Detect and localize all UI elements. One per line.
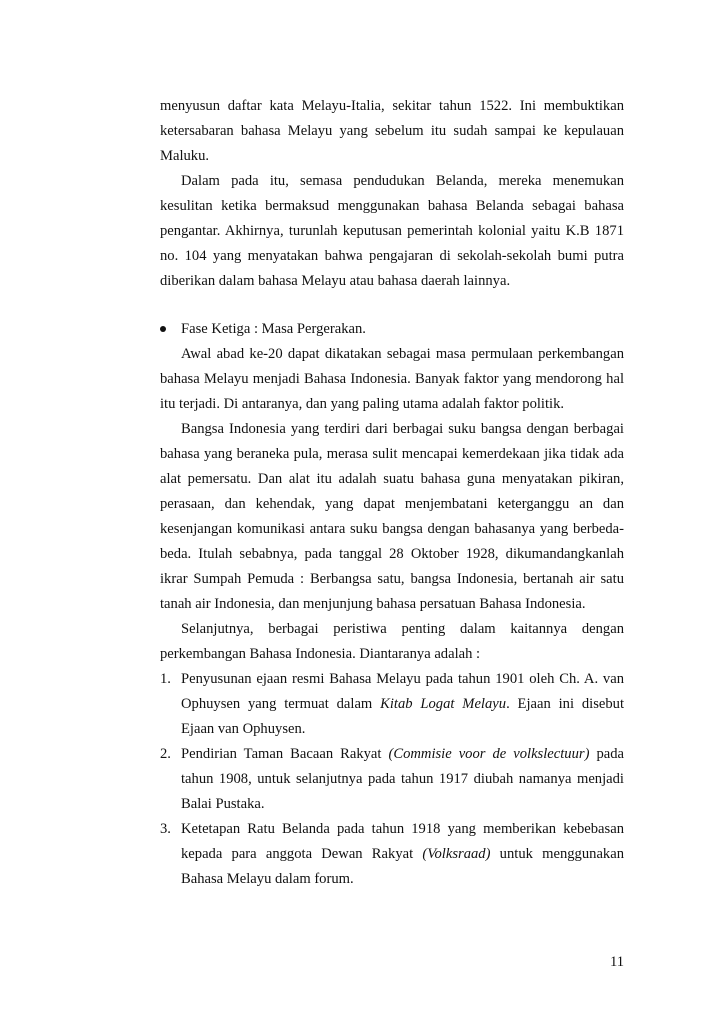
text-line: perkembangan Bahasa Indonesia. Diantaranya adalah : xyxy=(160,646,481,662)
text-line: diberikan dalam bahasa Melayu atau bahasa daerah lainnya. xyxy=(160,273,511,289)
text-line xyxy=(160,742,624,767)
text-line: tanah air Indonesia, dan menjunjung bahasa persatuan Bahasa Indonesia. xyxy=(160,596,586,612)
text-line: Awal abad ke-20 dapat dikatakan sebagai masa permulaan perkembangan xyxy=(181,346,624,362)
paragraph-gap xyxy=(160,294,624,317)
text-line: Bangsa Indonesia yang terdiri dari berbagai suku bangsa dengan berbagai xyxy=(181,421,624,437)
text-line: Ejaan van Ophuysen. xyxy=(181,721,306,737)
italic-term: (Commisie voor de volkslectuur) xyxy=(388,746,590,762)
text-line: kesenjangan komunikasi antara suku bangsa dengan bahasanya yang berbeda- xyxy=(160,521,624,537)
list-text: Penyusunan ejaan resmi Bahasa Melayu pada tahun 1901 oleh Ch. A. van xyxy=(181,671,624,687)
text-line xyxy=(160,842,624,867)
text-line: bahasa Melayu menjadi Bahasa Indonesia. Banyak faktor yang mendorong hal xyxy=(160,371,624,387)
list-text: kepada para anggota Dewan Rakyat xyxy=(181,846,423,862)
text-line: kesulitan ketika bermaksud menggunakan bahasa Belanda sebagai bahasa xyxy=(160,198,624,214)
text-line xyxy=(160,692,624,717)
text-line: tahun 1908, untuk selanjutnya pada tahun 1917 diubah namanya menjadi xyxy=(181,771,624,787)
text-line: beda. Itulah sebabnya, pada tanggal 28 Oktober 1928, dikumandangkanlah xyxy=(160,546,624,562)
bullet-heading xyxy=(160,317,624,342)
paragraph xyxy=(160,342,624,417)
text-line: Bahasa Melayu dalam forum. xyxy=(181,871,354,887)
text-line: itu terjadi. Di antaranya, dan yang paling utama adalah faktor politik. xyxy=(160,396,565,412)
list-text: Ketetapan Ratu Belanda pada tahun 1918 yang memberikan kebebasan xyxy=(181,821,624,837)
text-line: alat pemersatu. Dan alat itu adalah suatu bahasa guna menyatakan pikiran, xyxy=(160,471,624,487)
text-line: no. 104 yang menyatakan bahwa pengajaran di sekolah-sekolah bumi putra xyxy=(160,248,624,264)
paragraph xyxy=(160,169,624,294)
paragraph xyxy=(160,417,624,617)
text-line: Maluku. xyxy=(160,148,210,164)
page-body xyxy=(160,94,624,892)
list-text: Pendirian Taman Bacaan Rakyat xyxy=(181,746,389,762)
text-line: Dalam pada itu, semasa pendudukan Belanda, mereka menemukan xyxy=(181,173,624,189)
list-number: 2. xyxy=(160,746,171,762)
list-number: 1. xyxy=(160,671,171,687)
bullet-heading-text: Fase Ketiga : Masa Pergerakan. xyxy=(181,321,366,337)
text-line xyxy=(160,667,624,692)
text-line: Selanjutnya, berbagai peristiwa penting dalam kaitannya dengan xyxy=(181,621,624,637)
list-item xyxy=(160,742,624,817)
list-text: untuk menggunakan xyxy=(490,846,624,862)
list-text: Ophuysen yang termuat dalam xyxy=(181,696,381,712)
text-line xyxy=(160,817,624,842)
paragraph xyxy=(160,94,624,169)
text-line: Balai Pustaka. xyxy=(181,796,265,812)
page-number: 11 xyxy=(609,954,624,970)
bullet-icon xyxy=(160,326,166,332)
list-item xyxy=(160,817,624,892)
italic-term: (Volksraad) xyxy=(422,846,491,862)
text-line: bahasa yang beraneka pula, merasa sulit mencapai kemerdekaan jika tidak ada xyxy=(160,446,624,462)
text-line: ketersabaran bahasa Melayu yang sebelum itu sudah sampai ke kepulauan xyxy=(160,123,624,139)
text-line: menyusun daftar kata Melayu-Italia, sekitar tahun 1522. Ini membuktikan xyxy=(160,98,624,114)
text-line: ikrar Sumpah Pemuda : Berbangsa satu, bangsa Indonesia, bertanah air satu xyxy=(160,571,624,587)
paragraph xyxy=(160,617,624,667)
list-text: . Ejaan ini disebut xyxy=(506,696,624,712)
numbered-list xyxy=(160,667,624,892)
list-text: pada xyxy=(589,746,624,762)
list-item xyxy=(160,667,624,742)
book-title: Kitab Logat Melayu xyxy=(380,696,507,712)
text-line: pengantar. Akhirnya, turunlah keputusan pemerintah kolonial yaitu K.B 1871 xyxy=(160,223,624,239)
text-line: perasaan, dan kehendak, yang dapat menjembatani keterganggu an dan xyxy=(160,496,624,512)
list-number: 3. xyxy=(160,821,171,837)
